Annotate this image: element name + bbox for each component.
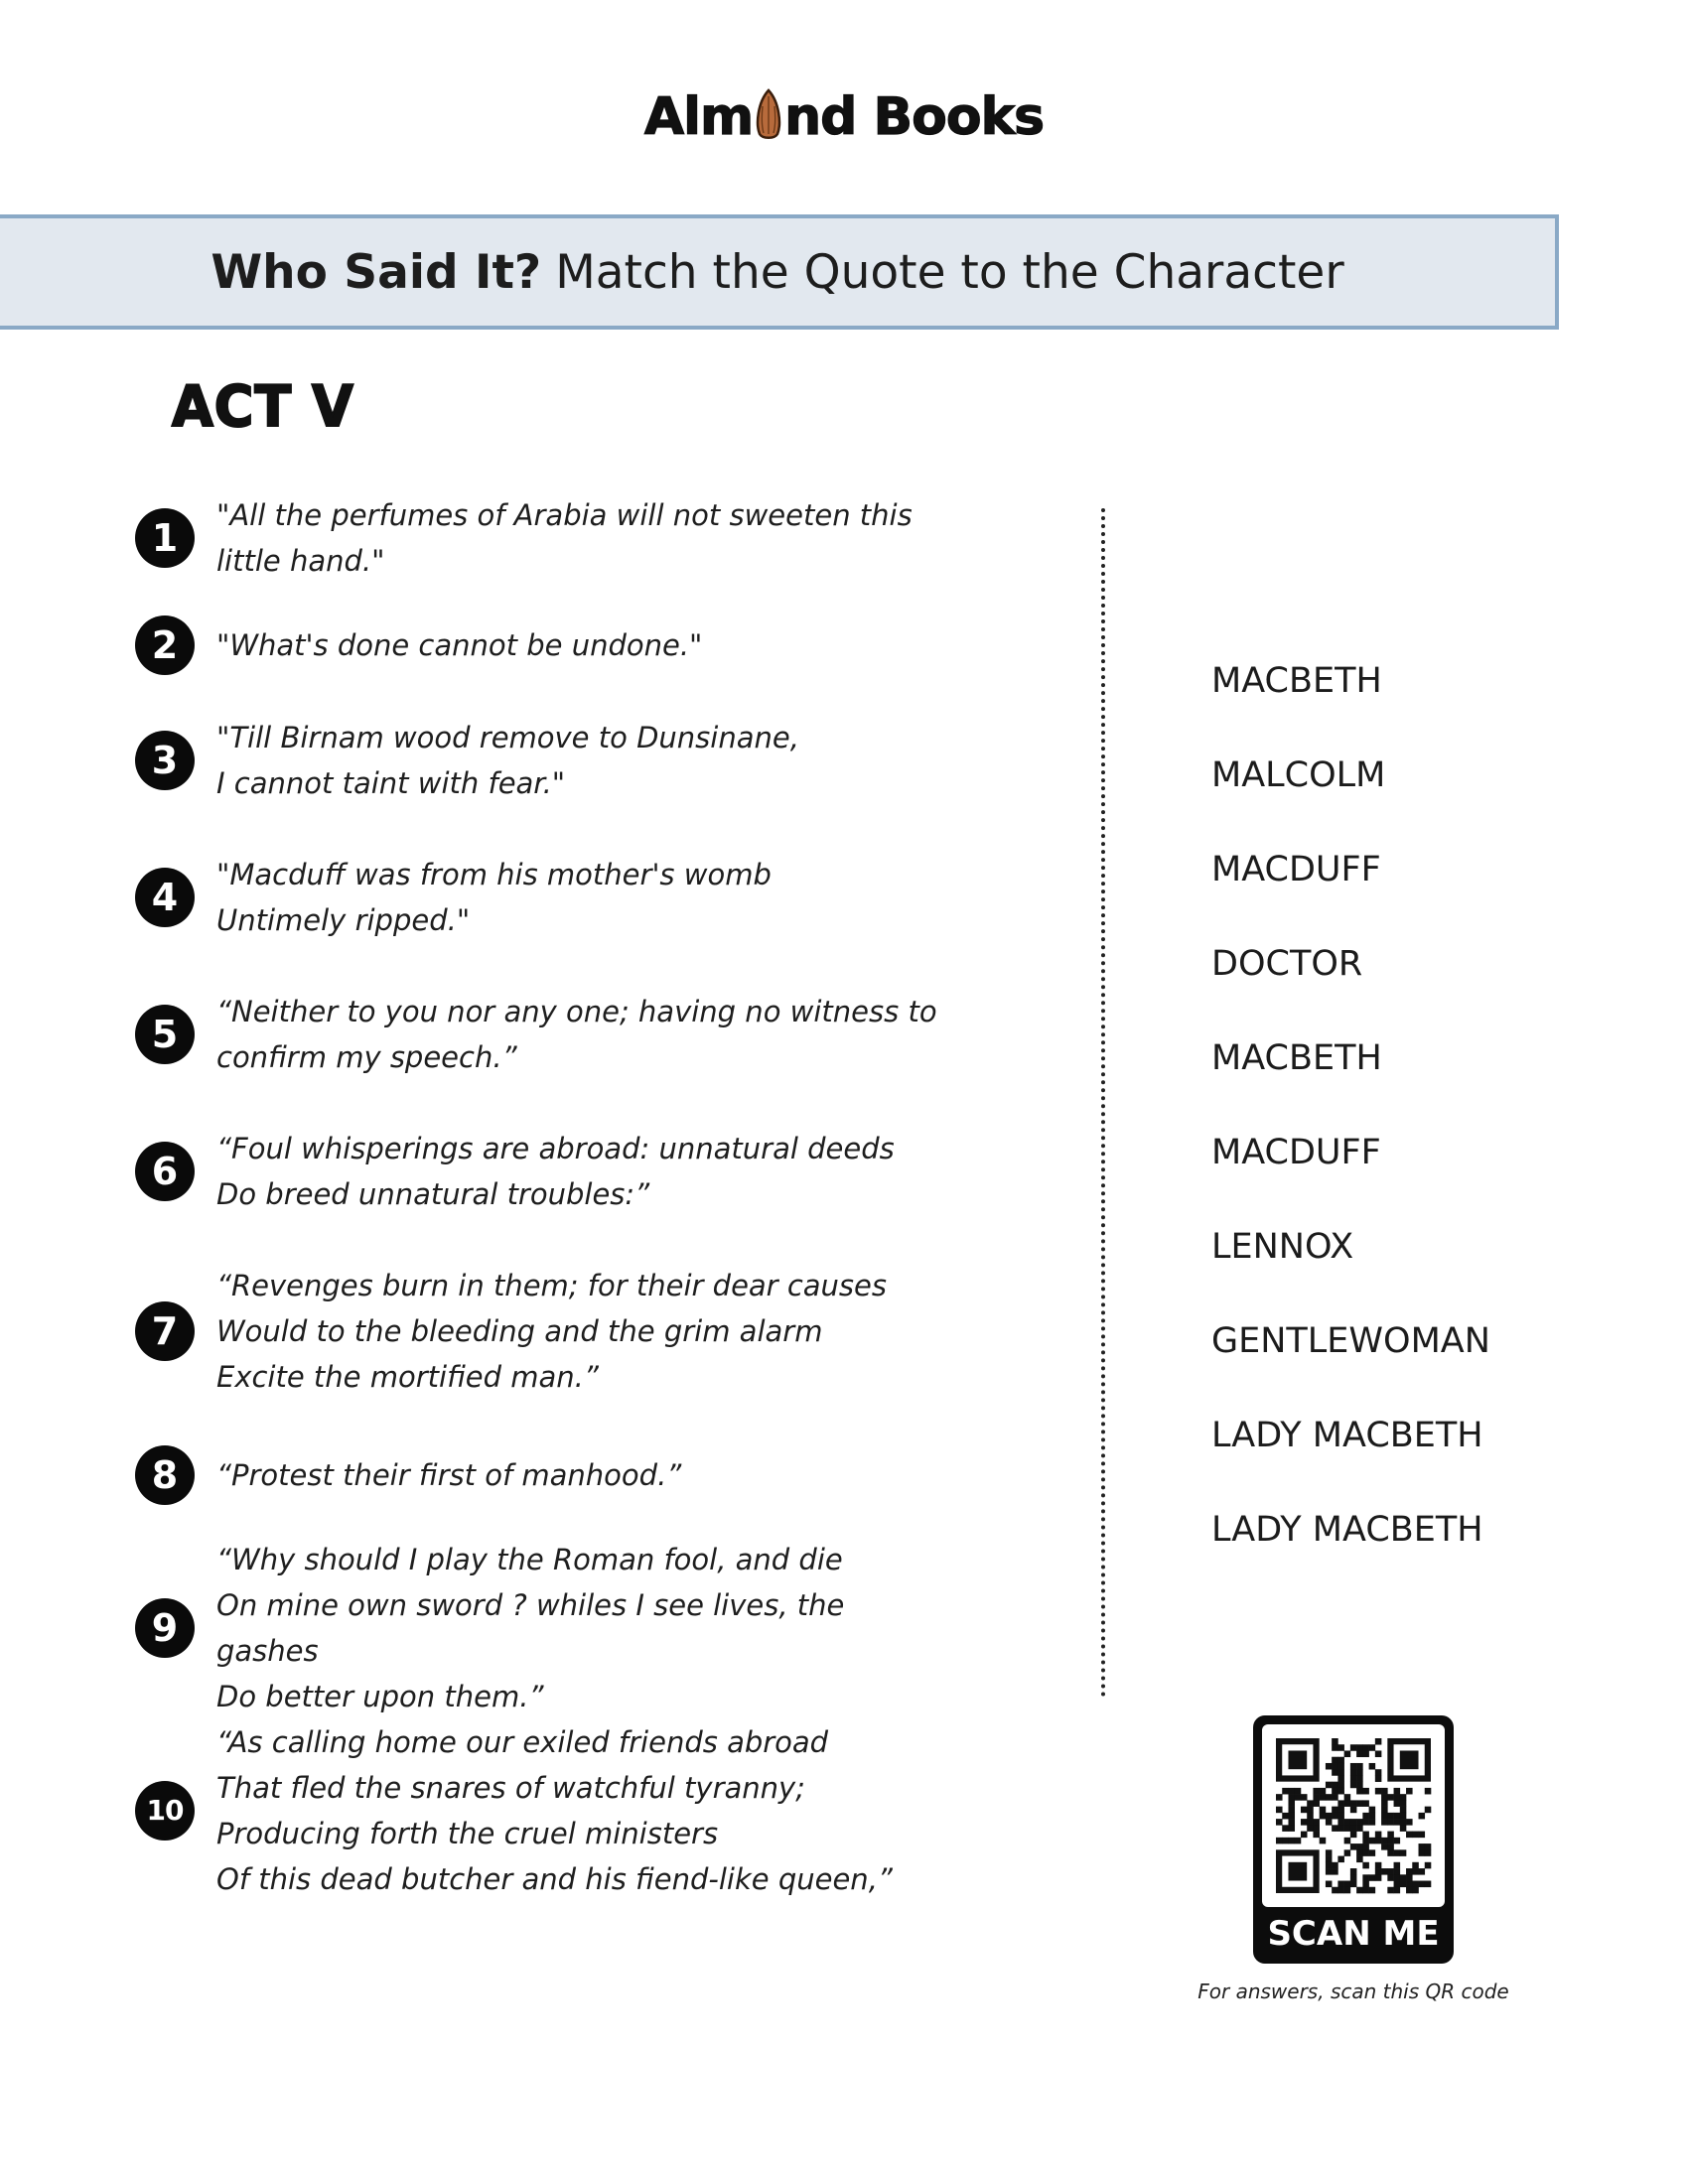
quote-number: 6: [135, 1142, 195, 1201]
quote-text: “Protest their first of manhood.”: [216, 1458, 682, 1492]
quote-number: 4: [135, 868, 195, 927]
section-title: ACT V: [172, 373, 354, 440]
quote-text: “As calling home our exiled friends abroad That fled the snares of watchful tyranny; Producing forth the cruel ministers Of this dead butcher and his fiend-like queen,”: [216, 1725, 893, 1896]
quote-number: 10: [135, 1781, 195, 1841]
banner-title-bold: Who Said It?: [211, 244, 542, 300]
qr-code: [1262, 1724, 1445, 1907]
quote-item: [135, 1537, 949, 1719]
character-option: MACDUFF: [1211, 1133, 1381, 1172]
brand-name-part1: Alm: [643, 87, 754, 147]
quote-text: “Foul whisperings are abroad: unnatural deeds Do breed unnatural troubles:”: [216, 1132, 895, 1211]
banner-title-rest: Match the Quote to the Character: [555, 244, 1344, 300]
qr-code-icon: [1262, 1724, 1445, 1907]
quote-item: [135, 989, 949, 1080]
character-option: LADY MACBETH: [1211, 1416, 1483, 1455]
quote-number: 3: [135, 731, 195, 790]
character-option: LADY MACBETH: [1211, 1510, 1483, 1550]
quote-text: "What's done cannot be undone.": [216, 628, 703, 662]
character-option: MALCOLM: [1211, 755, 1386, 795]
quote-number: 8: [135, 1445, 195, 1505]
quote-text: “Neither to you nor any one; having no witness to confirm my speech.”: [216, 995, 937, 1074]
quote-text: “Revenges burn in them; for their dear causes Would to the bleeding and the grim alarm Excite the mortified man.”: [216, 1269, 887, 1394]
character-list: [1211, 657, 1490, 1600]
quote-item: [135, 1126, 949, 1217]
quote-number: 9: [135, 1598, 195, 1658]
scan-me-label: SCAN ME: [1267, 1914, 1440, 1954]
quote-text: "Macduff was from his mother's womb Untimely ripped.": [216, 858, 772, 937]
quote-item: [135, 1719, 949, 1902]
qr-caption: For answers, scan this QR code: [1197, 1979, 1509, 2003]
quote-text: "All the perfumes of Arabia will not sweeten this little hand.": [216, 498, 913, 578]
brand-name-part2: nd Books: [784, 87, 1045, 147]
quote-item: [135, 1445, 949, 1505]
quote-number: 7: [135, 1301, 195, 1361]
dotted-divider: [1101, 508, 1105, 1698]
almond-icon: [754, 88, 783, 153]
brand-logo: [0, 87, 1688, 153]
character-option: MACBETH: [1211, 661, 1382, 701]
character-option: MACDUFF: [1211, 850, 1381, 889]
quote-item: [135, 492, 949, 584]
quote-number: 5: [135, 1005, 195, 1064]
quote-item: [135, 852, 949, 943]
quote-text: “Why should I play the Roman fool, and die On mine own sword ? whiles I see lives, the gashes Do better upon them.”: [216, 1543, 845, 1713]
qr-code-badge[interactable]: [1253, 1715, 1454, 1964]
title-banner: [0, 214, 1559, 330]
character-option: MACBETH: [1211, 1038, 1382, 1078]
quote-text: "Till Birnam wood remove to Dunsinane, I cannot taint with fear.": [216, 721, 799, 800]
quote-item: [135, 615, 949, 675]
quote-item: [135, 1263, 949, 1400]
quote-number: 1: [135, 508, 195, 568]
character-option: GENTLEWOMAN: [1211, 1321, 1490, 1361]
character-option: LENNOX: [1211, 1227, 1354, 1267]
character-option: DOCTOR: [1211, 944, 1363, 984]
quote-item: [135, 715, 949, 806]
quote-number: 2: [135, 615, 195, 675]
